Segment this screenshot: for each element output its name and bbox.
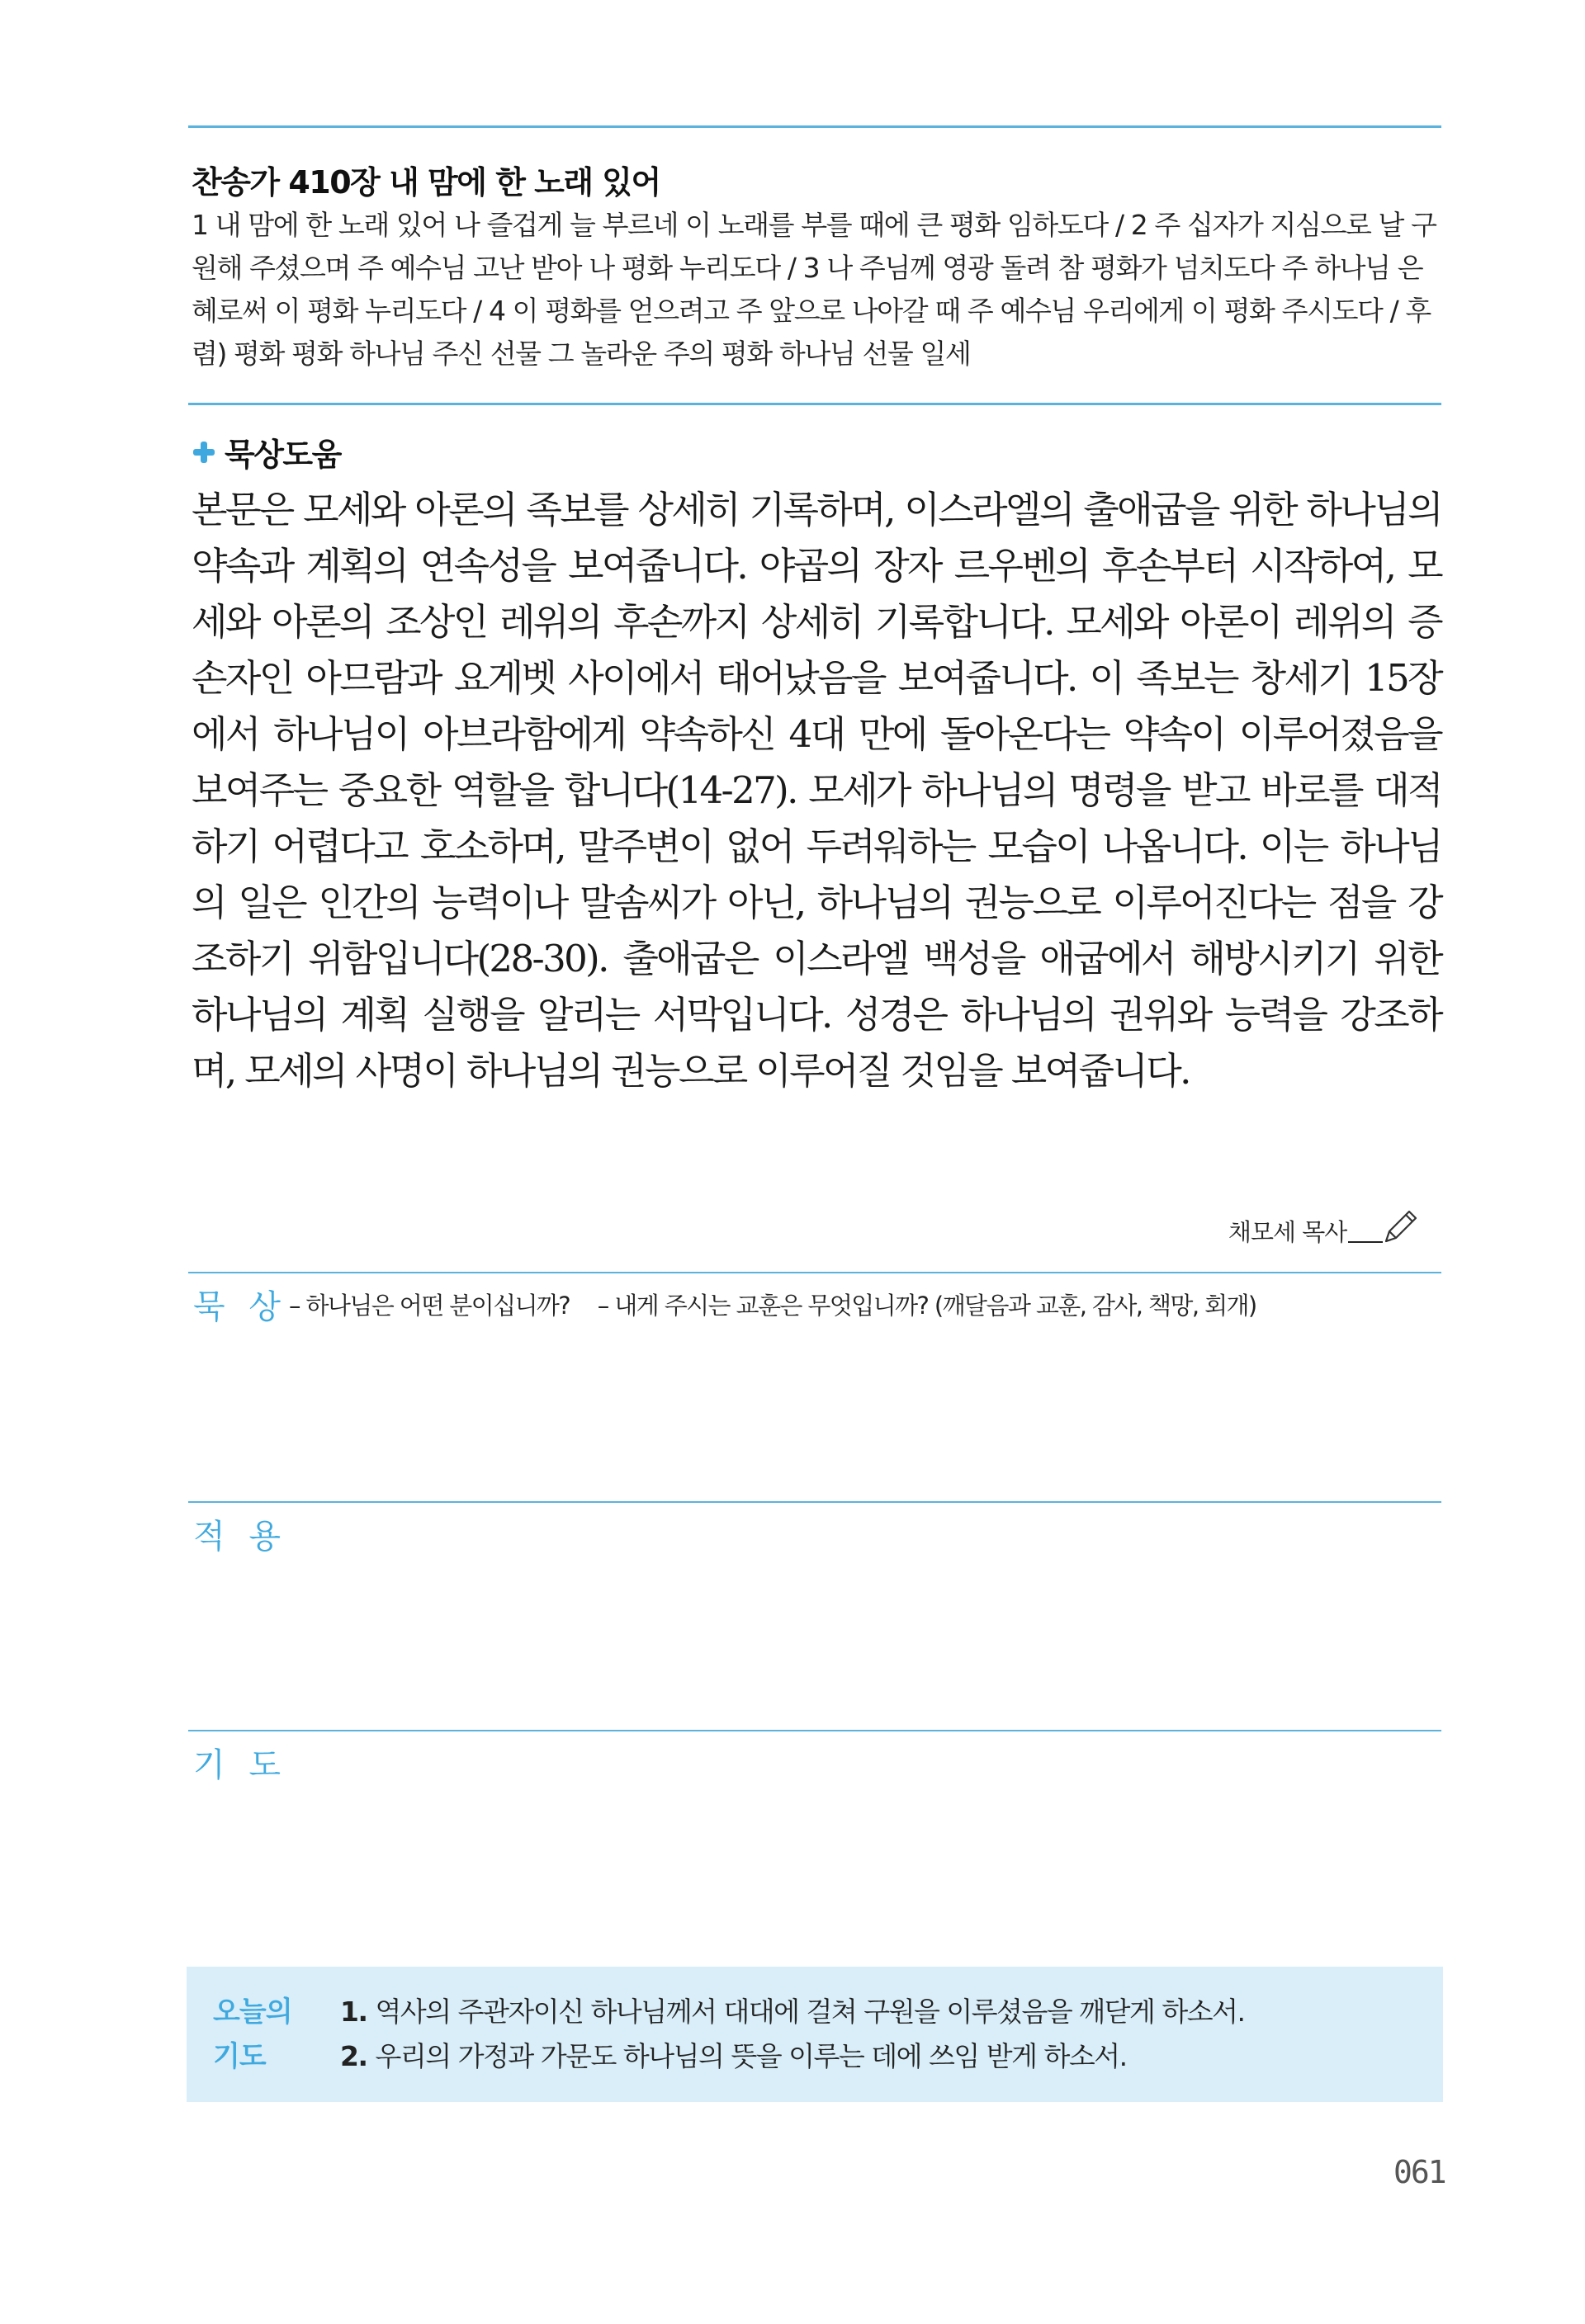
author-name: 채모세 목사 [1228, 1218, 1347, 1246]
application-rule [188, 1501, 1441, 1503]
author-signature [1228, 1207, 1421, 1248]
top-rule [188, 125, 1441, 128]
prayer-item-number: 1. [340, 1996, 367, 2028]
pencil-icon [1379, 1207, 1421, 1248]
hymn-bottom-rule [188, 403, 1441, 405]
signature-line [1348, 1241, 1383, 1243]
meditation-prompts [289, 1287, 1278, 1321]
prayer-item [340, 1990, 1245, 2034]
meditation-prompt-2: – 내게 주시는 교훈은 무엇입니까? (깨달음과 교훈, 감사, 책망, 회개) [597, 1292, 1256, 1320]
prayer-item [340, 2034, 1245, 2079]
meditation-rule [188, 1272, 1441, 1273]
application-label: 적 용 [193, 1518, 287, 1556]
today-prayer-list [340, 1990, 1245, 2079]
meditation-prompt-1: – 하나님은 어떤 분이십니까? [289, 1292, 570, 1320]
today-prayer-label: 오늘의 기도 [213, 1996, 292, 2073]
page-number: 061 [1393, 2154, 1445, 2190]
meditation-label: 묵 상 [193, 1288, 287, 1326]
hymn-title: 찬송가 410장 내 맘에 한 노래 있어 [192, 164, 660, 201]
prayer-item-text: 역사의 주관자이신 하나님께서 대대에 걸쳐 구원을 이루셨음을 깨닫게 하소서. [375, 1996, 1245, 2028]
plus-icon [192, 440, 216, 465]
prayer-item-text: 우리의 가정과 가문도 하나님의 뜻을 이루는 데에 쓰임 받게 하소서. [375, 2040, 1127, 2072]
meditation-help-header [192, 429, 341, 475]
meditation-help-title: 묵상도움 [225, 437, 341, 473]
prayer-item-number: 2. [340, 2040, 367, 2072]
today-prayer-box [187, 1967, 1443, 2102]
meditation-help-body: 본문은 모세와 아론의 족보를 상세히 기록하며, 이스라엘의 출애굽을 위한 하나님의 약속과 계획의 연속성을 보여줍니다. 야곱의 장자 르우벤의 후손부터 시작하여, 모세와 아론의 조상인 레위의 후손까지 상세히 기록합니다. 모세와 아론이 레위의 증손자인 아므람과 요게벳 사이에서 태어났음을 보여줍니다. 이 족보는 창세기 15장에서 하나님이 아브라함에게 약속하신 4대 만에 돌아온다는 약속이 이루어졌음을 보여주는 중요한 역할을 합니다(14-27). 모세가 하나님의 명령을 받고 바로를 대적하기 어렵다고 호소하며, 말주변이 없어 두려워하는 모습이 나옵니다. 이는 하나님의 일은 인간의 능력이나 말솜씨가 아닌, 하나님의 권능으로 이루어진다는 점을 강조하기 위함입니다(28-30). 출애굽은 이스라엘 백성을 애굽에서 해방시키기 위한 하나님의 계획 실행을 알리는 서막입니다. 성경은 하나님의 권위와 능력을 강조하며, 모세의 사명이 하나님의 권능으로 이루어질 것임을 보여줍니다. [192, 488, 1441, 1093]
prayer-label: 기 도 [193, 1746, 287, 1784]
prayer-rule [188, 1730, 1441, 1731]
hymn-lyrics: 1 내 맘에 한 노래 있어 나 즐겁게 늘 부르네 이 노래를 부를 때에 큰 평화 임하도다 / 2 주 십자가 지심으로 날 구원해 주셨으며 주 예수님 고난 받아 나 평화 누리도다 / 3 나 주님께 영광 돌려 참 평화가 넘치도다 주 하나님 은혜로써 이 평화 누리도다 / 4 이 평화를 얻으려고 주 앞으로 나아갈 때 주 예수님 우리에게 이 평화 주시도다 / 후렴) 평화 평화 하나님 주신 선물 그 놀라운 주의 평화 하나님 선물 일세 [192, 209, 1436, 370]
